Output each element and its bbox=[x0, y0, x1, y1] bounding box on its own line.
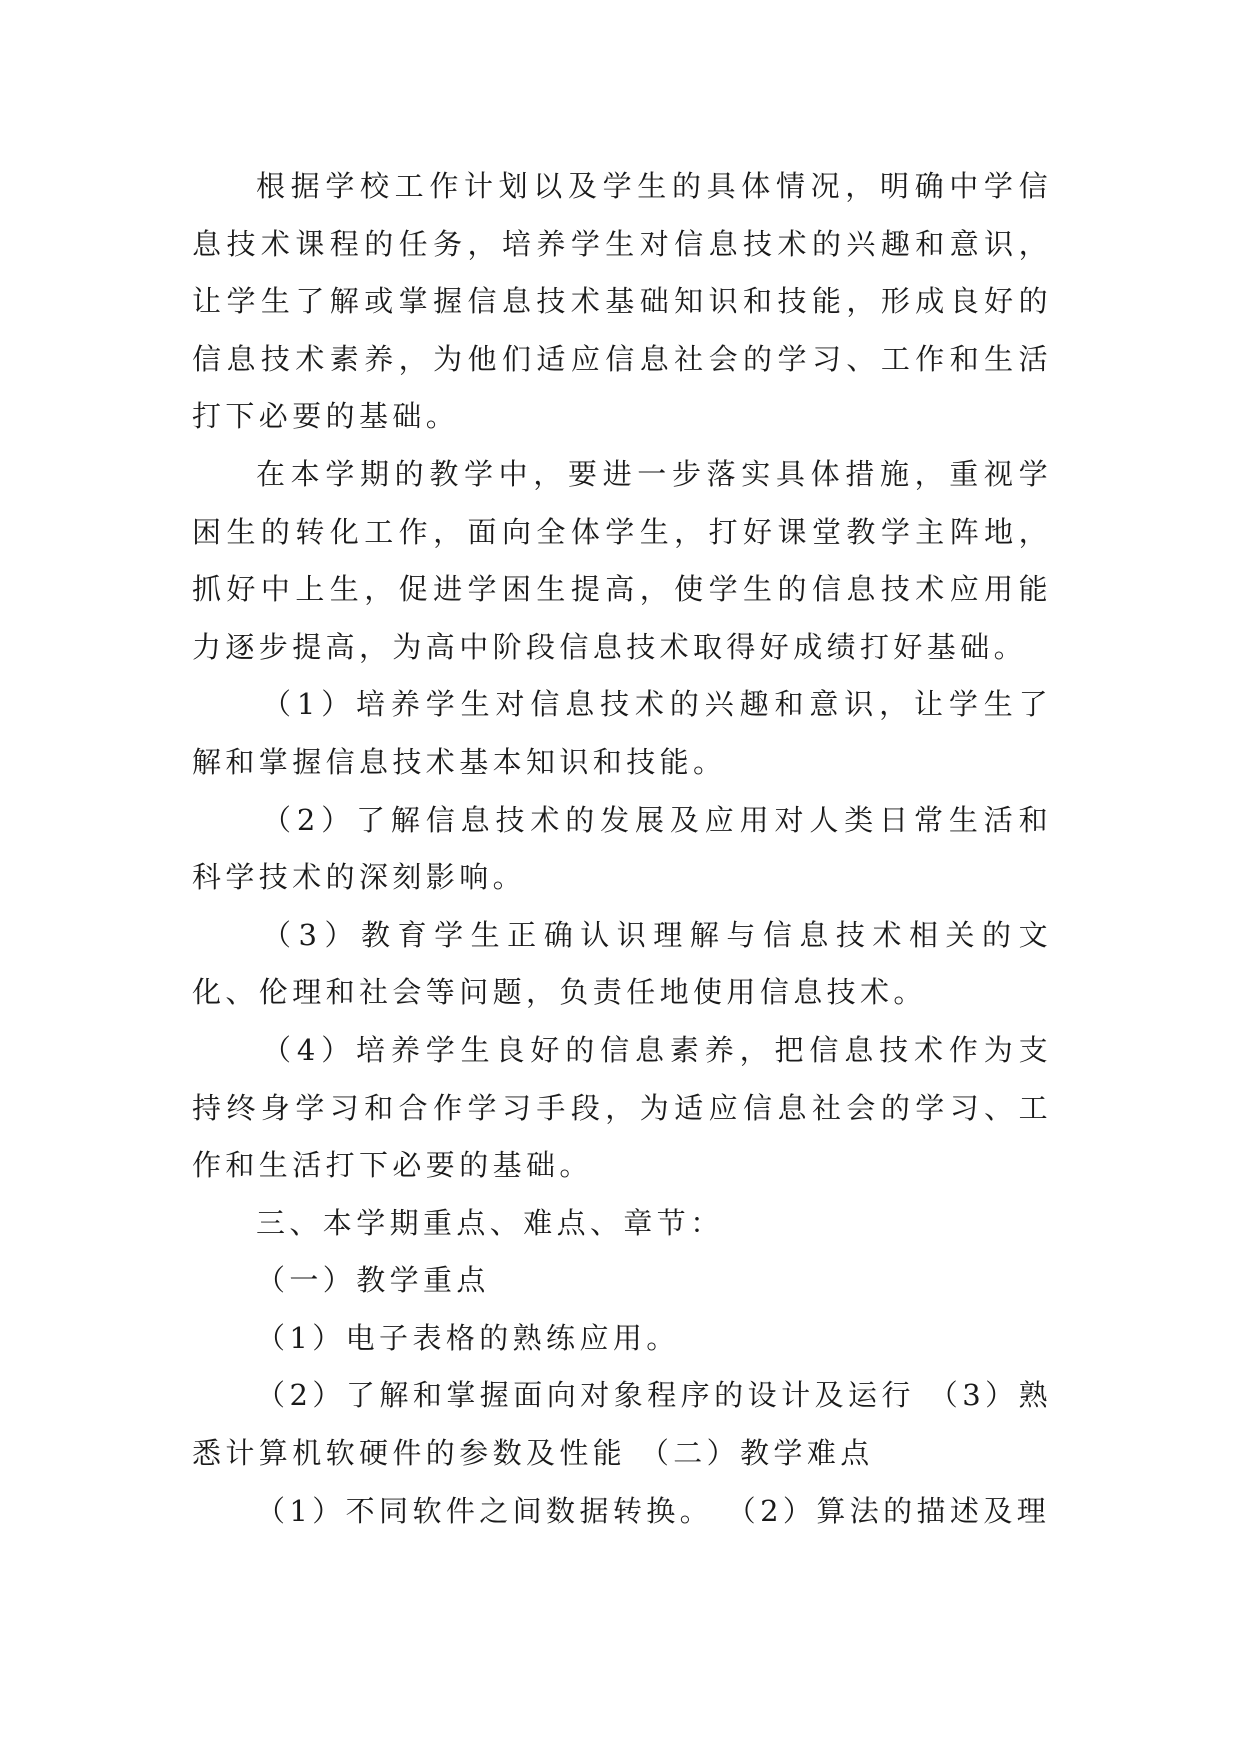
paragraph-goal-4: （4）培养学生良好的信息素养，把信息技术作为支持终身学习和合作学习手段，为适应信息社会的学习、工作和生活打下必要的基础。 bbox=[192, 1032, 1052, 1183]
paragraph-teaching-measures: 在本学期的教学中，要进一步落实具体措施，重视学困生的转化工作，面向全体学生，打好课堂教学主阵地，抓好中上生，促进学困生提高，使学生的信息技术应用能力逐步提高，为高中阶段信息技术取得好成绩打好基础。 bbox=[192, 456, 1052, 664]
paragraph-goal-1: （1）培养学生对信息技术的兴趣和意识，让学生了解和掌握信息技术基本知识和技能。 bbox=[192, 687, 1052, 779]
paragraph-goal-3: （3）教育学生正确认识理解与信息技术相关的文化、伦理和社会等问题，负责任地使用信息技术。 bbox=[192, 917, 1052, 1010]
key-point-1: （1）电子表格的熟练应用。 bbox=[256, 1320, 680, 1355]
section-heading: 三、本学期重点、难点、章节： bbox=[256, 1205, 724, 1240]
subsection-heading-key-points: （一）教学重点 bbox=[256, 1263, 490, 1298]
difficulty-items: （1）不同软件之间数据转换。 （2）算法的描述及理 bbox=[256, 1493, 1051, 1528]
paragraph-intro: 根据学校工作计划以及学生的具体情况，明确中学信息技术课程的任务，培养学生对信息技术的兴趣和意识，让学生了解或掌握信息技术基础知识和技能，形成良好的信息技术素养，为他们适应信息社会的学习、工作和生活打下必要的基础。 bbox=[192, 169, 1052, 434]
paragraph-goal-2: （2）了解信息技术的发展及应用对人类日常生活和科学技术的深刻影响。 bbox=[192, 802, 1052, 895]
document-body bbox=[192, 158, 1052, 1540]
key-point-2-3: （2）了解和掌握面向对象程序的设计及运行 （3）熟悉计算机软硬件的参数及性能 （二）教学难点 bbox=[192, 1378, 1052, 1471]
